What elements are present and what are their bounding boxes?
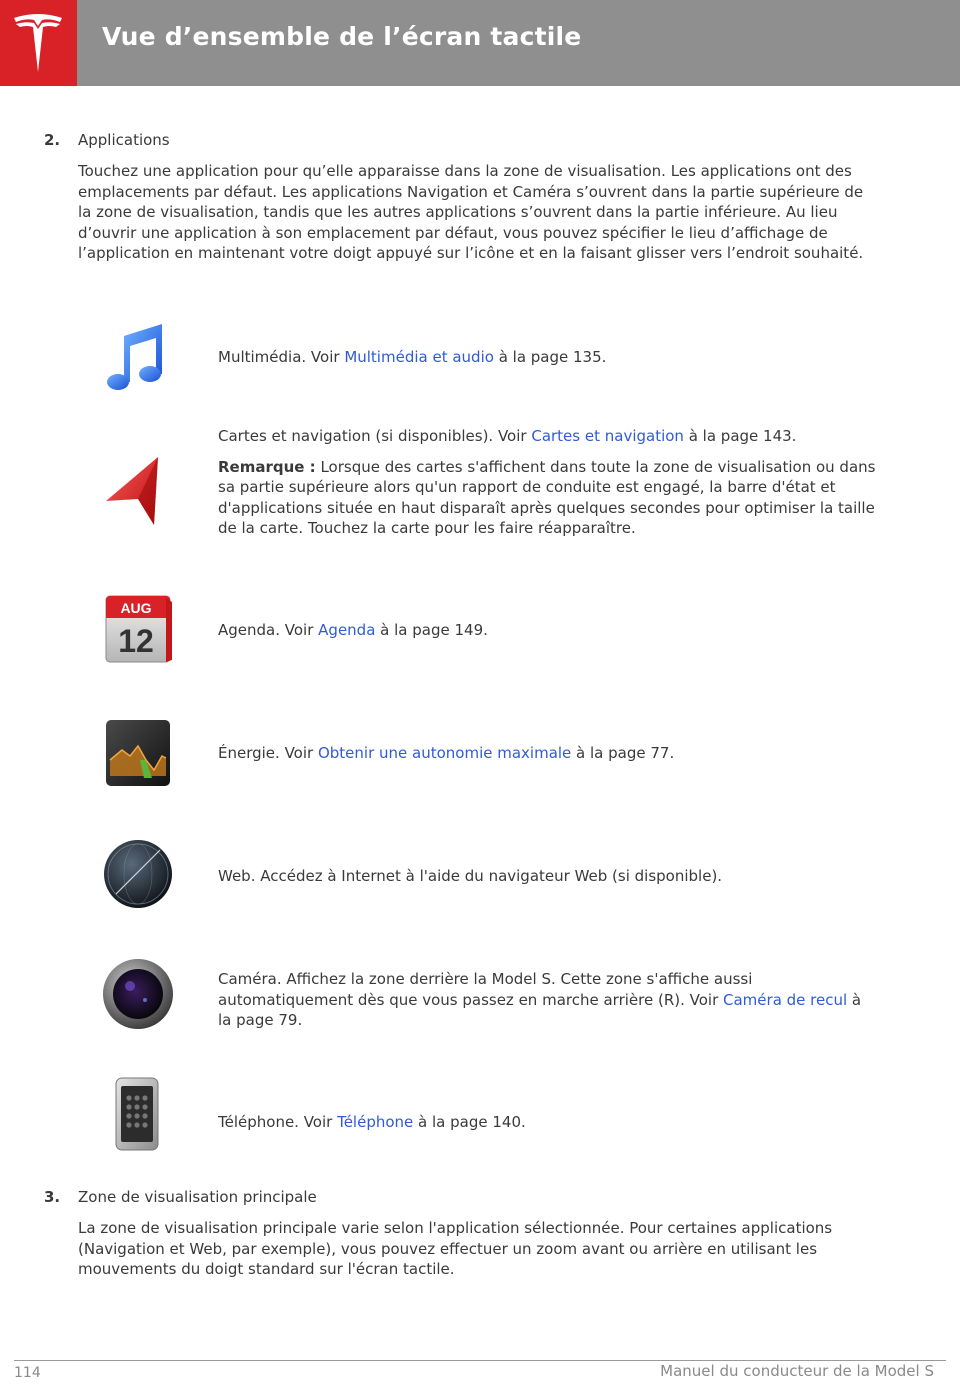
phone-icon — [100, 1076, 176, 1152]
link-rear-camera[interactable]: Caméra de recul — [723, 990, 848, 1009]
note-text: Lorsque des cartes s'affichent dans toute la zone de visualisation ou dans sa partie supérieure alors qu'un rapport de conduite est engagé, la barre d'état et d'applications située en haut disparaît après quelques secondes pour optimiser la taille de la carte. Touchez la carte pour les faire réapparaître. — [218, 457, 876, 537]
section-3-paragraph: La zone de visualisation principale varie selon l'application sélectionnée. Pour certaines applications (Navigation et Web, par exemple), vous pouvez effectuer un zoom avant ou arrière en utilisant les mouvements du doigt standard sur l'écran tactile. — [78, 1219, 833, 1278]
calendar-icon — [100, 592, 176, 668]
section-2-paragraph: Touchez une application pour qu’elle apparaisse dans la zone de visualisation. Les applications ont des emplacements par défaut. Les applications Navigation et Caméra s’ouvrent dans la partie supérieure de la zone de visualisation, tandis que les autres applications s’ouvrent dans la partie inférieure. Au lieu d’ouvrir une application à son emplacement par défaut, vous pouvez spécifier le lieu d’affichage de l’application en maintenant votre doigt appuyé sur l’icône et en la faisant glisser vers l’endroit souhaité. — [78, 162, 864, 262]
link-max-range[interactable]: Obtenir une autonomie maximale — [317, 744, 572, 762]
app-web-text: Web. Accédez à Internet à l'aide du navigateur Web (si disponible). — [218, 867, 723, 885]
app-energy-text: Énergie. Voir Obtenir une autonomie maximale à la page 77. — [218, 744, 675, 762]
section-2-number: 2. — [44, 131, 61, 149]
tesla-logo-icon — [12, 12, 64, 74]
app-camera-text: Caméra. Affichez la zone derrière la Model S. Cette zone s'affiche aussi automatiquement dès que vous passez en marche arrière (R). Voir Caméra de recul à la page 79. — [218, 970, 862, 1029]
section-3-number: 3. — [44, 1188, 61, 1206]
energy-graph-icon — [100, 716, 176, 792]
page-header — [0, 0, 960, 86]
calendar-icon-day: 12 — [118, 623, 154, 659]
music-note-icon — [100, 320, 176, 396]
footer-title: Manuel du conducteur de la Model S — [660, 1362, 934, 1380]
page-number: 114 — [14, 1365, 41, 1381]
note-label: Remarque : — [218, 457, 316, 476]
page-title: Vue d’ensemble de l’écran tactile — [102, 22, 582, 51]
tesla-logo — [0, 0, 77, 86]
link-maps-navigation[interactable]: Cartes et navigation — [531, 427, 684, 445]
camera-lens-icon — [100, 956, 176, 1032]
section-3-title: Zone de visualisation principale — [78, 1188, 317, 1206]
navigation-arrow-icon — [100, 453, 176, 529]
section-2-title: Applications — [78, 131, 170, 149]
web-globe-icon — [100, 836, 176, 912]
link-multimedia-audio[interactable]: Multimédia et audio — [344, 348, 494, 366]
app-agenda-text: Agenda. Voir Agenda à la page 149. — [218, 621, 488, 639]
footer-divider — [14, 1360, 946, 1361]
app-phone-text: Téléphone. Voir Téléphone à la page 140. — [218, 1113, 526, 1131]
app-navigation-text: Cartes et navigation (si disponibles). Voir Cartes et navigation à la page 143. Remarque : Lorsque des cartes s'affichent dans toute la zone de visualisation ou dans sa partie supérieure alors qu'un rapport de conduite est engagé, la barre d'état et d'applications située en haut disparaît après quelques secondes pour optimiser la taille de la carte. Touchez la carte pour les faire réapparaître. — [218, 427, 876, 537]
calendar-icon-month: AUG — [120, 600, 152, 616]
link-agenda[interactable]: Agenda — [318, 621, 376, 639]
app-multimedia-text: Multimédia. Voir Multimédia et audio à la page 135. — [218, 348, 607, 366]
link-phone[interactable]: Téléphone — [337, 1113, 414, 1131]
